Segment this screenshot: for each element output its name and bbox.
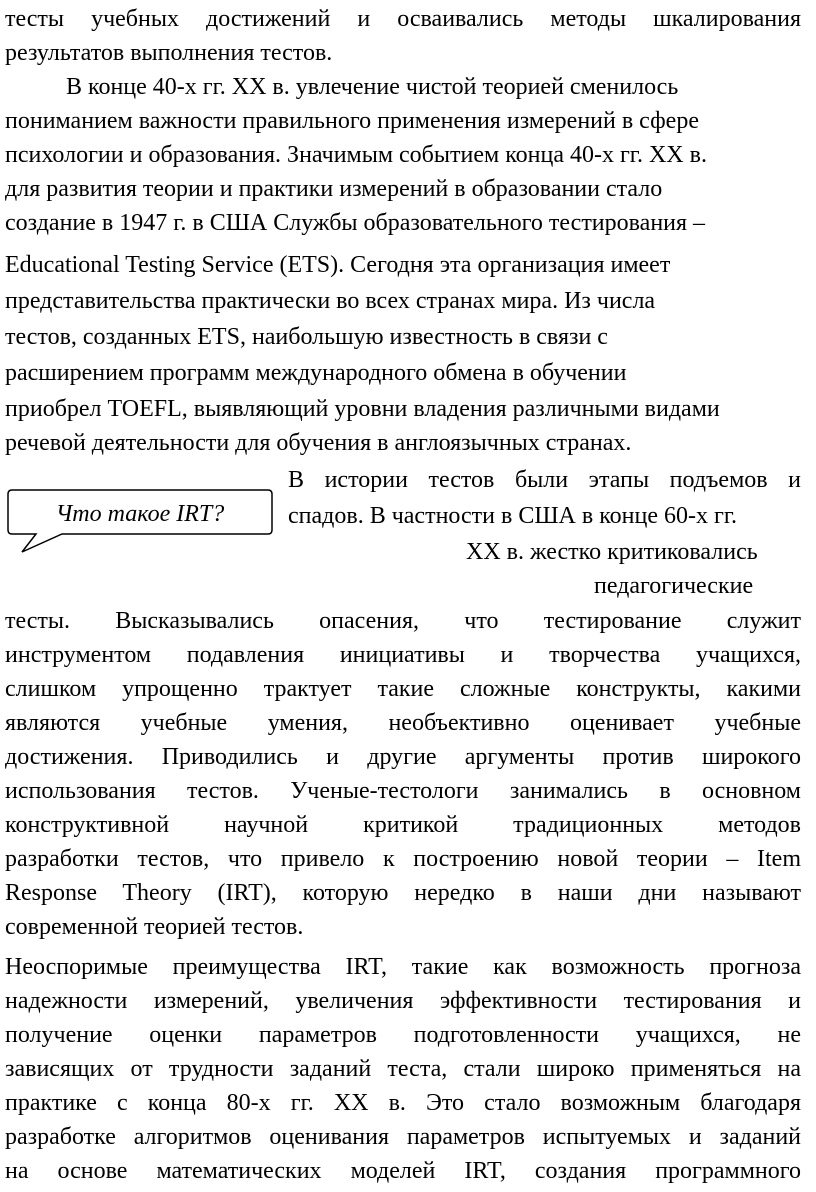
paragraph3-line-4: зависящих от трудности заданий теста, стали широко применяться на	[5, 1056, 801, 1082]
paragraph2-side-line-2: спадов. В частности в США в конце 60-х гг.	[288, 503, 737, 529]
paragraph2-side-line-3: XX в. жестко критиковались	[466, 539, 758, 565]
paragraph3-line-6: разработке алгоритмов оценивания параметров испытуемых и заданий	[5, 1124, 801, 1150]
paragraph1-line-2: пониманием важности правильного применения измерений в сфере	[5, 108, 699, 134]
paragraph2-line-10: современной теорией тестов.	[5, 914, 304, 940]
paragraph1-line-11: речевой деятельности для обучения в англоязычных странах.	[5, 430, 632, 456]
paragraph3-line-5: практике с конца 80-х гг. XX в. Это стало возможным благодаря	[5, 1090, 801, 1116]
paragraph1-line-7: представительства практически во всех странах мира. Из числа	[5, 288, 656, 314]
intro-line-2: результатов выполнения тестов.	[5, 40, 333, 66]
paragraph2-line-7: конструктивной научной критикой традиционных методов	[5, 812, 801, 838]
paragraph2-side-line-4: педагогические	[594, 573, 754, 599]
irt-callout	[0, 484, 280, 564]
paragraph2-line-1: тесты. Высказывались опасения, что тестирование служит	[5, 608, 801, 634]
intro-line-1: тесты учебных достижений и осваивались методы шкалирования	[5, 6, 801, 32]
paragraph1-line-9: расширением программ международного обмена в обучении	[5, 360, 627, 386]
paragraph2-line-8: разработки тестов, что привело к построению новой теории – Item	[5, 846, 801, 872]
paragraph2-line-3: слишком упрощенно трактует такие сложные конструкты, какими	[5, 676, 801, 702]
paragraph2-line-5: достижения. Приводились и другие аргументы против широкого	[5, 744, 801, 770]
paragraph1-line-4: для развития теории и практики измерений в образовании стало	[5, 176, 663, 202]
paragraph3-line-2: надежности измерений, увеличения эффективности тестирования и	[5, 988, 801, 1014]
paragraph1-line-3: психологии и образования. Значимым событием конца 40-х гг. XX в.	[5, 142, 707, 168]
paragraph1-line-1: В конце 40-х гг. XX в. увлечение чистой теорией сменилось	[66, 74, 679, 100]
paragraph3-line-7: на основе математических моделей IRT, создания программного	[5, 1158, 801, 1184]
paragraph1-line-8: тестов, созданных ETS, наибольшую известность в связи с	[5, 324, 608, 350]
paragraph2-line-9: Response Theory (IRT), которую нередко в наши дни называют	[5, 880, 801, 906]
paragraph2-side-line-1: В истории тестов были этапы подъемов и	[288, 467, 801, 493]
paragraph2-line-6: использования тестов. Ученые-тестологи занимались в основном	[5, 778, 801, 804]
callout-text: Что такое IRT?	[55, 501, 225, 527]
paragraph2-line-4: являются учебные умения, необъективно оценивает учебные	[5, 710, 801, 736]
paragraph3-line-1: Неоспоримые преимущества IRT, такие как возможность прогноза	[5, 954, 801, 980]
paragraph1-line-10: приобрел TOEFL, выявляющий уровни владения различными видами	[5, 396, 720, 422]
paragraph1-line-6: Educational Testing Service (ETS). Сегодня эта организация имеет	[5, 252, 671, 278]
paragraph2-line-2: инструментом подавления инициативы и творчества учащихся,	[5, 642, 801, 668]
paragraph1-line-5: создание в 1947 г. в США Службы образовательного тестирования –	[5, 210, 706, 236]
paragraph3-line-3: получение оценки параметров подготовленности учащихся, не	[5, 1022, 801, 1048]
